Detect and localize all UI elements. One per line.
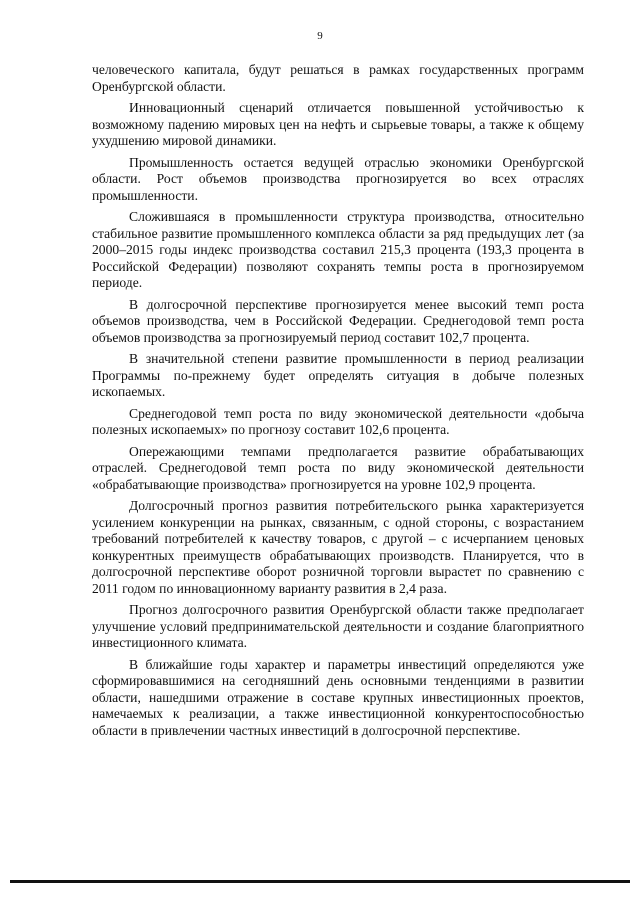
paragraph: В значительной степени развитие промышленности в период реализации Программы по-прежнему будет определять ситуация в добыче полезных ископаемых. — [92, 351, 584, 399]
paragraph: В ближайшие годы характер и параметры инвестиций определяются уже сформировавшимися на сегодняшний день основными тенденциями в развитии области, нашедшими отражение в составе крупных инвестиционных проектов, намечаемых к реализации, а также инвестиционной конкурентоспособностью области в привлечении частных инвестиций в долгосрочной перспективе. — [92, 656, 584, 738]
page-bottom-rule — [10, 880, 630, 883]
paragraph: Долгосрочный прогноз развития потребительского рынка характеризуется усилением конкуренции на рынках, связанным, с одной стороны, с возрастанием требований потребителей к качеству товаров, с другой – с исчерпанием ценовых конкурентных преимуществ обрабатывающих производств. Планируется, что в долгосрочной перспективе оборот розничной торговли вырастет по сравнению с 2011 годом по инновационному варианту развития в 2,4 раза. — [92, 498, 584, 596]
paragraph: Промышленность остается ведущей отраслью экономики Оренбургской области. Рост объемов производства прогнозируется во всех отраслях промышленности. — [92, 154, 584, 203]
document-body — [92, 62, 584, 744]
paragraph: Опережающими темпами предполагается развитие обрабатывающих отраслей. Среднегодовой темп роста по виду экономической деятельности «обрабатывающие производства» прогнозируется на уровне 102,9 процента. — [92, 443, 584, 492]
paragraph: Среднегодовой темп роста по виду экономической деятельности «добыча полезных ископаемых» по прогнозу составит 102,6 процента. — [92, 405, 584, 437]
paragraph: человеческого капитала, будут решаться в рамках государственных программ Оренбургской области. — [92, 62, 584, 94]
paragraph: Прогноз долгосрочного развития Оренбургской области также предполагает улучшение условий предпринимательской деятельности и создание благоприятного инвестиционного климата. — [92, 602, 584, 650]
paragraph: В долгосрочной перспективе прогнозируется менее высокий темп роста объемов производства, чем в Российской Федерации. Среднегодовой темп роста объемов производства за прогнозируемый период составит 102,7 процента. — [92, 296, 584, 345]
paragraph: Инновационный сценарий отличается повышенной устойчивостью к возможному падению мировых цен на нефть и сырьевые товары, а также к общему ухудшению мировой динамики. — [92, 100, 584, 148]
page-number: 9 — [317, 30, 323, 42]
paragraph: Сложившаяся в промышленности структура производства, относительно стабильное развитие промышленного комплекса области за ряд предыдущих лет (за 2000–2015 годы индекс производства составил 215,3 процента (193,3 процента в Российской Федерации) позволяют сохранять темпы роста в прогнозируемом периоде. — [92, 209, 584, 290]
